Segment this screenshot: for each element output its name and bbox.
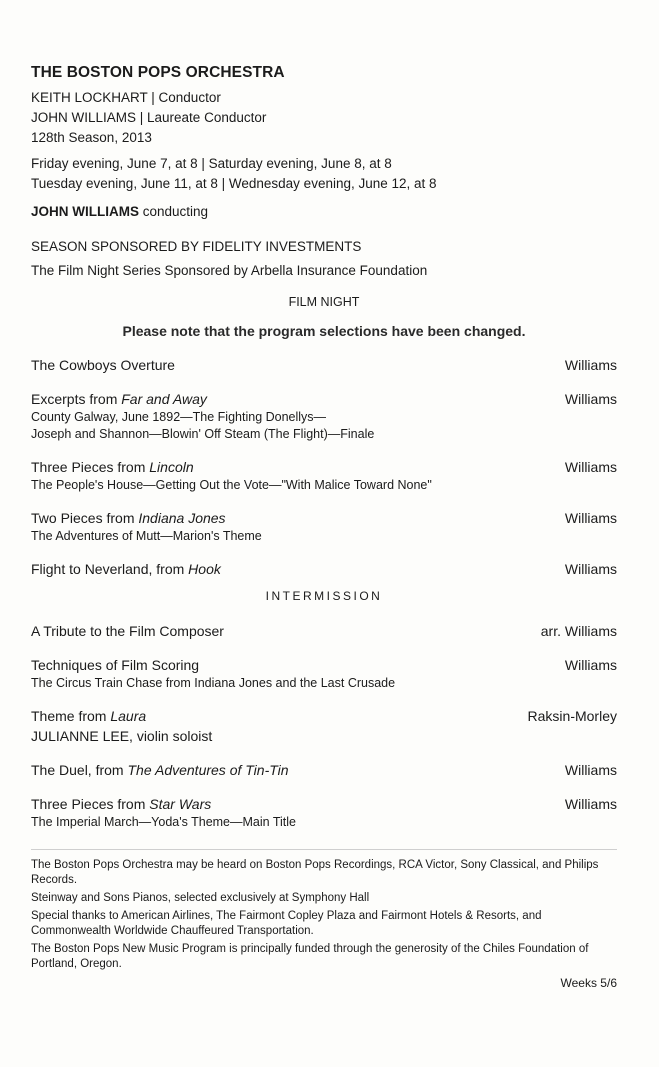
piece-title-text: The Duel, from	[31, 762, 128, 778]
footer-funding: The Boston Pops New Music Program is principally funded through the generosity of the Chiles Foundation of Portland, Oregon.	[31, 943, 589, 970]
dates-line-1: Friday evening, June 7, at 8 | Saturday evening, June 8, at 8	[31, 156, 392, 171]
program-item-row	[31, 621, 617, 641]
piece-title	[31, 355, 175, 375]
laureate-line: JOHN WILLIAMS | Laureate Conductor	[31, 110, 267, 125]
program-item	[31, 794, 617, 831]
piece-subtitle: The Imperial March—Yoda's Theme—Main Title	[31, 815, 296, 829]
composer-name: Raksin-Morley	[527, 708, 617, 724]
program-page	[31, 64, 617, 991]
piece-title-text: Excerpts from	[31, 391, 122, 407]
program-change-note: Please note that the program selections have been changed.	[122, 323, 526, 339]
piece-title-italic: Star Wars	[149, 796, 212, 812]
series-sponsor: The Film Night Series Sponsored by Arbella Insurance Foundation	[31, 263, 428, 278]
piece-title-text: The Cowboys Overture	[31, 357, 175, 373]
piece-title-text: Three Pieces from	[31, 459, 150, 475]
program-item	[31, 559, 617, 579]
composer-name: Williams	[564, 510, 617, 526]
orchestra-title: THE BOSTON POPS ORCHESTRA	[31, 64, 285, 81]
composer-name: Williams	[564, 561, 617, 577]
composer-name: Williams	[564, 391, 617, 407]
piece-subtitle: Joseph and Shannon—Blowin' Off Steam (The Flight)—Finale	[31, 427, 375, 441]
footer-thanks: Special thanks to American Airlines, The Fairmont Copley Plaza and Fairmont Hotels & Resorts, and Commonwealth Worldwide Chauffeured Transportation.	[31, 910, 542, 937]
piece-title-italic: Hook	[188, 561, 221, 577]
program-item	[31, 508, 617, 545]
footer-notes	[31, 858, 617, 991]
program-item-row	[31, 508, 617, 528]
piece-title-text: Three Pieces from	[31, 796, 150, 812]
piece-title	[31, 559, 221, 579]
composer-name: arr. Williams	[540, 623, 617, 639]
piece-title	[31, 655, 199, 675]
piece-title	[31, 621, 224, 641]
program-item-row	[31, 457, 617, 477]
piece-title-italic: Far and Away	[121, 391, 207, 407]
dates-line-2: Tuesday evening, June 11, at 8 | Wednesday evening, June 12, at 8	[31, 176, 437, 191]
intermission-label: INTERMISSION	[265, 589, 383, 603]
piece-title-italic: Lincoln	[149, 459, 194, 475]
composer-name: Williams	[564, 357, 617, 373]
program-item-row	[31, 760, 617, 780]
piece-title	[31, 389, 207, 409]
piece-title-text: Two Pieces from	[31, 510, 139, 526]
program-item	[31, 706, 617, 746]
program-item	[31, 457, 617, 494]
conductor-line: KEITH LOCKHART | Conductor	[31, 90, 221, 105]
conducting-line	[31, 204, 617, 219]
piece-subtitle: The People's House—Getting Out the Vote—"With Malice Toward None"	[31, 478, 432, 492]
piece-subtitle: County Galway, June 1892—The Fighting Donellys—	[31, 410, 327, 424]
program-list-part-1	[31, 355, 617, 579]
composer-name: Williams	[564, 796, 617, 812]
piece-title-italic: Laura	[110, 708, 147, 724]
season-line: 128th Season, 2013	[31, 130, 152, 145]
program-item	[31, 655, 617, 692]
footer-divider	[31, 849, 617, 850]
piece-title	[31, 794, 211, 814]
piece-subtitle: The Adventures of Mutt—Marion's Theme	[31, 529, 262, 543]
footer-recordings: The Boston Pops Orchestra may be heard on Boston Pops Recordings, RCA Victor, Sony Classical, and Philips Records.	[31, 859, 599, 886]
program-item	[31, 760, 617, 780]
program-item	[31, 355, 617, 375]
composer-name: Williams	[564, 657, 617, 673]
composer-name: Williams	[564, 459, 617, 475]
piece-subtitle: JULIANNE LEE, violin soloist	[31, 728, 213, 744]
piece-title	[31, 508, 226, 528]
program-item-row	[31, 794, 617, 814]
film-night-heading: FILM NIGHT	[288, 295, 360, 309]
footer-pianos: Steinway and Sons Pianos, selected exclusively at Symphony Hall	[31, 892, 370, 904]
program-item	[31, 621, 617, 641]
piece-title	[31, 760, 289, 780]
piece-title-italic: The Adventures of Tin-Tin	[127, 762, 289, 778]
program-item-row	[31, 706, 617, 726]
piece-title-text: Techniques of Film Scoring	[31, 657, 200, 673]
piece-title-text: Flight to Neverland, from	[31, 561, 189, 577]
piece-title-text: A Tribute to the Film Composer	[31, 623, 224, 639]
composer-name: Williams	[564, 762, 617, 778]
conducting-name: JOHN WILLIAMS	[31, 204, 139, 219]
program-item	[31, 389, 617, 443]
program-item-row	[31, 355, 617, 375]
program-item-row	[31, 655, 617, 675]
piece-title	[31, 457, 194, 477]
piece-title-text: Theme from	[31, 708, 111, 724]
piece-subtitle: The Circus Train Chase from Indiana Jones and the Last Crusade	[31, 676, 396, 690]
piece-title-italic: Indiana Jones	[138, 510, 226, 526]
weeks-label: Weeks 5/6	[560, 976, 617, 990]
program-item-row	[31, 559, 617, 579]
program-item-row	[31, 389, 617, 409]
piece-title	[31, 706, 146, 726]
program-list-part-2	[31, 621, 617, 831]
conducting-word: conducting	[139, 204, 209, 219]
season-sponsor: SEASON SPONSORED BY FIDELITY INVESTMENTS	[31, 239, 362, 254]
